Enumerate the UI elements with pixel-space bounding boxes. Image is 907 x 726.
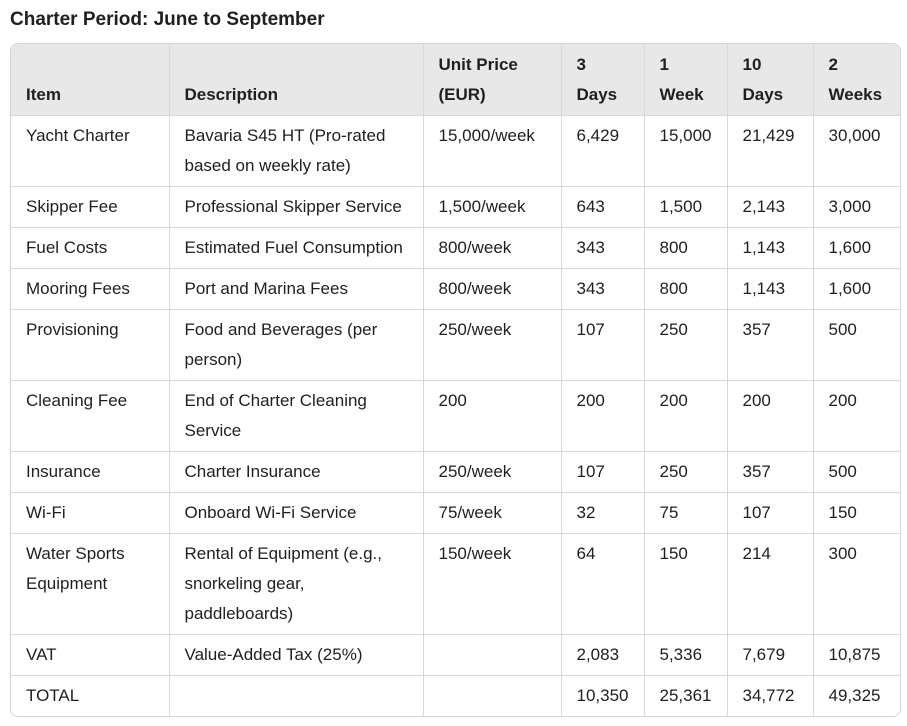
cell-item: VAT (11, 635, 169, 676)
cell-3-days: 32 (561, 493, 644, 534)
cell-3-days: 64 (561, 534, 644, 635)
cell-description: Bavaria S45 HT (Pro-rated based on weekly rate) (169, 116, 423, 187)
cell-item: Cleaning Fee (11, 381, 169, 452)
cell-1-week: 5,336 (644, 635, 727, 676)
cell-unit-price: 250/week (423, 452, 561, 493)
table-body (11, 116, 900, 717)
page-title: Charter Period: June to September (10, 9, 325, 30)
cell-unit-price (423, 635, 561, 676)
header-description: Description (169, 44, 423, 116)
cell-description: Value-Added Tax (25%) (169, 635, 423, 676)
cell-item: Fuel Costs (11, 228, 169, 269)
cell-2-weeks: 30,000 (813, 116, 900, 187)
cell-item: Mooring Fees (11, 269, 169, 310)
cell-3-days: 200 (561, 381, 644, 452)
cell-10-days: 34,772 (727, 676, 813, 717)
cell-1-week: 75 (644, 493, 727, 534)
table-row (11, 534, 900, 635)
table-row (11, 676, 900, 717)
cell-unit-price (423, 676, 561, 717)
cell-10-days: 200 (727, 381, 813, 452)
cell-item: Provisioning (11, 310, 169, 381)
cell-10-days: 357 (727, 310, 813, 381)
header-item: Item (11, 44, 169, 116)
cell-10-days: 357 (727, 452, 813, 493)
cell-2-weeks: 1,600 (813, 228, 900, 269)
table-row (11, 452, 900, 493)
cell-1-week: 200 (644, 381, 727, 452)
header-unit-price: Unit Price (EUR) (423, 44, 561, 116)
cell-3-days: 10,350 (561, 676, 644, 717)
table-row (11, 269, 900, 310)
cell-1-week: 1,500 (644, 187, 727, 228)
cell-10-days: 1,143 (727, 269, 813, 310)
cell-2-weeks: 10,875 (813, 635, 900, 676)
cell-10-days: 214 (727, 534, 813, 635)
cell-item: Water Sports Equipment (11, 534, 169, 635)
cell-3-days: 6,429 (561, 116, 644, 187)
cell-unit-price: 1,500/week (423, 187, 561, 228)
cell-2-weeks: 200 (813, 381, 900, 452)
cell-description (169, 676, 423, 717)
cell-1-week: 250 (644, 452, 727, 493)
cell-item: TOTAL (11, 676, 169, 717)
table-row (11, 228, 900, 269)
cell-description: Food and Beverages (per person) (169, 310, 423, 381)
header-10-days: 10 Days (727, 44, 813, 116)
cell-item: Yacht Charter (11, 116, 169, 187)
cell-2-weeks: 300 (813, 534, 900, 635)
table-header-row (11, 44, 900, 116)
cell-3-days: 107 (561, 310, 644, 381)
cell-unit-price: 75/week (423, 493, 561, 534)
cell-3-days: 343 (561, 269, 644, 310)
table-row (11, 381, 900, 452)
cell-1-week: 250 (644, 310, 727, 381)
cell-2-weeks: 500 (813, 452, 900, 493)
cell-description: Estimated Fuel Consumption (169, 228, 423, 269)
cell-description: Charter Insurance (169, 452, 423, 493)
cell-10-days: 21,429 (727, 116, 813, 187)
cell-1-week: 800 (644, 228, 727, 269)
table-row (11, 187, 900, 228)
cell-2-weeks: 500 (813, 310, 900, 381)
cell-2-weeks: 3,000 (813, 187, 900, 228)
cell-description: Port and Marina Fees (169, 269, 423, 310)
table-row (11, 310, 900, 381)
header-1-week: 1 Week (644, 44, 727, 116)
cell-unit-price: 200 (423, 381, 561, 452)
cell-3-days: 343 (561, 228, 644, 269)
table-row (11, 493, 900, 534)
cell-description: Professional Skipper Service (169, 187, 423, 228)
cell-unit-price: 15,000/week (423, 116, 561, 187)
cell-10-days: 1,143 (727, 228, 813, 269)
cell-3-days: 107 (561, 452, 644, 493)
cell-unit-price: 800/week (423, 228, 561, 269)
cell-3-days: 2,083 (561, 635, 644, 676)
cell-2-weeks: 1,600 (813, 269, 900, 310)
cell-description: Rental of Equipment (e.g., snorkeling gear, paddleboards) (169, 534, 423, 635)
cell-item: Insurance (11, 452, 169, 493)
cell-unit-price: 150/week (423, 534, 561, 635)
cell-3-days: 643 (561, 187, 644, 228)
cell-10-days: 7,679 (727, 635, 813, 676)
cell-description: Onboard Wi-Fi Service (169, 493, 423, 534)
cell-unit-price: 800/week (423, 269, 561, 310)
cell-10-days: 2,143 (727, 187, 813, 228)
header-3-days: 3 Days (561, 44, 644, 116)
cell-description: End of Charter Cleaning Service (169, 381, 423, 452)
cell-1-week: 150 (644, 534, 727, 635)
cell-unit-price: 250/week (423, 310, 561, 381)
header-2-weeks: 2 Weeks (813, 44, 900, 116)
cell-1-week: 15,000 (644, 116, 727, 187)
cell-1-week: 800 (644, 269, 727, 310)
cell-2-weeks: 150 (813, 493, 900, 534)
cell-1-week: 25,361 (644, 676, 727, 717)
cell-item: Wi-Fi (11, 493, 169, 534)
cell-item: Skipper Fee (11, 187, 169, 228)
cell-2-weeks: 49,325 (828, 686, 881, 705)
cell-10-days: 107 (727, 493, 813, 534)
table-row (11, 116, 900, 187)
charter-cost-table-container (10, 43, 901, 717)
table-row (11, 635, 900, 676)
charter-cost-table (11, 44, 900, 716)
